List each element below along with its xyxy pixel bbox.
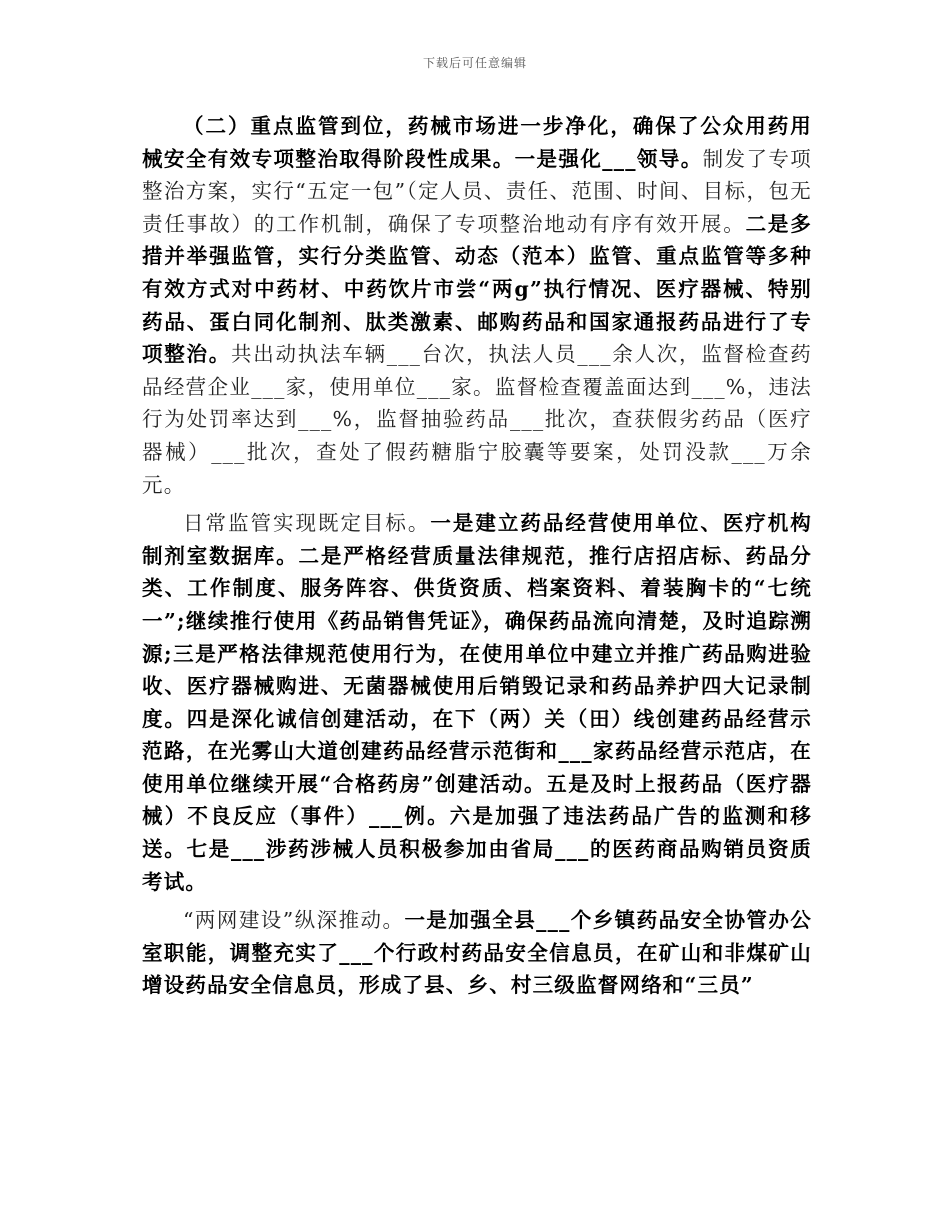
paragraph-1-run-1: （二）重点监管到位，药械市场进一步净化，确保了公众用药用械安全有效专项整治取得阶段性成果。一是强化___领导。 <box>142 114 812 171</box>
paragraph-2-run-2: 一是建立药品经营使用单位、医疗机构制剂室数据库。二是严格经营质量法律规范，推行店招店标、药品分类、工作制度、服务阵容、供货资质、档案资料、着装胸卡的“七统一”;继续推行使用《药品销售凭证》，确保药品流向清楚，及时追踪溯源;三是严格法律规范使用行为，在使用单位中建立并推广药品购进验收、医疗器械购进、无菌器械使用后销毁记录和药品养护四大记录制度。四是深化诚信创建活动，在下（两）关（田）线创建药品经营示范路，在光雾山大道创建药品经营示范街和___家药品经营示范店，在使用单位继续开展“合格药房”创建活动。五是及时上报药品（医疗器械）不良反应（事件）___例。六是加强了违法药品广告的监测和移送。七是___涉药涉械人员积极参加由省局___的医药商品购销员资质考试。 <box>142 511 812 894</box>
paragraph-1-run-4: 共出动执法车辆___台次，执法人员___余人次，监督检查药品经营企业___家，使用单位___家。监督检查覆盖面达到___%，违法行为处罚率达到___%，监督抽验药品___批次，查获假劣药品（医疗器械）___批次，查处了假药糖脂宁胶囊等要案，处罚没款___万余元。 <box>142 342 812 497</box>
page-header: 下载后可任意编辑 <box>422 56 527 70</box>
paragraph-1-run-2: 制发了专项整治方案，实行“五定一包”（定人员、责任、范围、时间、目标，包无责任事故）的工作机制，确保了专项整治地动有序有效开展。 <box>142 146 812 236</box>
document-body <box>142 110 812 1002</box>
paragraph-2-run-1: 日常监管实现既定目标。 <box>183 511 431 536</box>
paragraph-2 <box>142 507 812 898</box>
paragraph-1 <box>142 110 812 501</box>
paragraph-1-run-3: 二是多措并举强监管，实行分类监管、动态（范本）监管、重点监管等多种有效方式对中药材、中药饮片市尝“两g”执行情况、医疗器械、特别药品、蛋白同化制剂、肽类激素、邮购药品和国家通报药品进行了专项整治。 <box>142 211 812 367</box>
paragraph-3 <box>142 904 812 1002</box>
paragraph-3-run-2: 一是加强全县___个乡镇药品安全协管办公室职能，调整充实了___个行政村药品安全信息员，在矿山和非煤矿山增设药品安全信息员，形成了县、乡、村三级监督网络和“三员” <box>142 908 812 998</box>
paragraph-3-run-1: “两网建设”纵深推动。 <box>183 908 405 933</box>
